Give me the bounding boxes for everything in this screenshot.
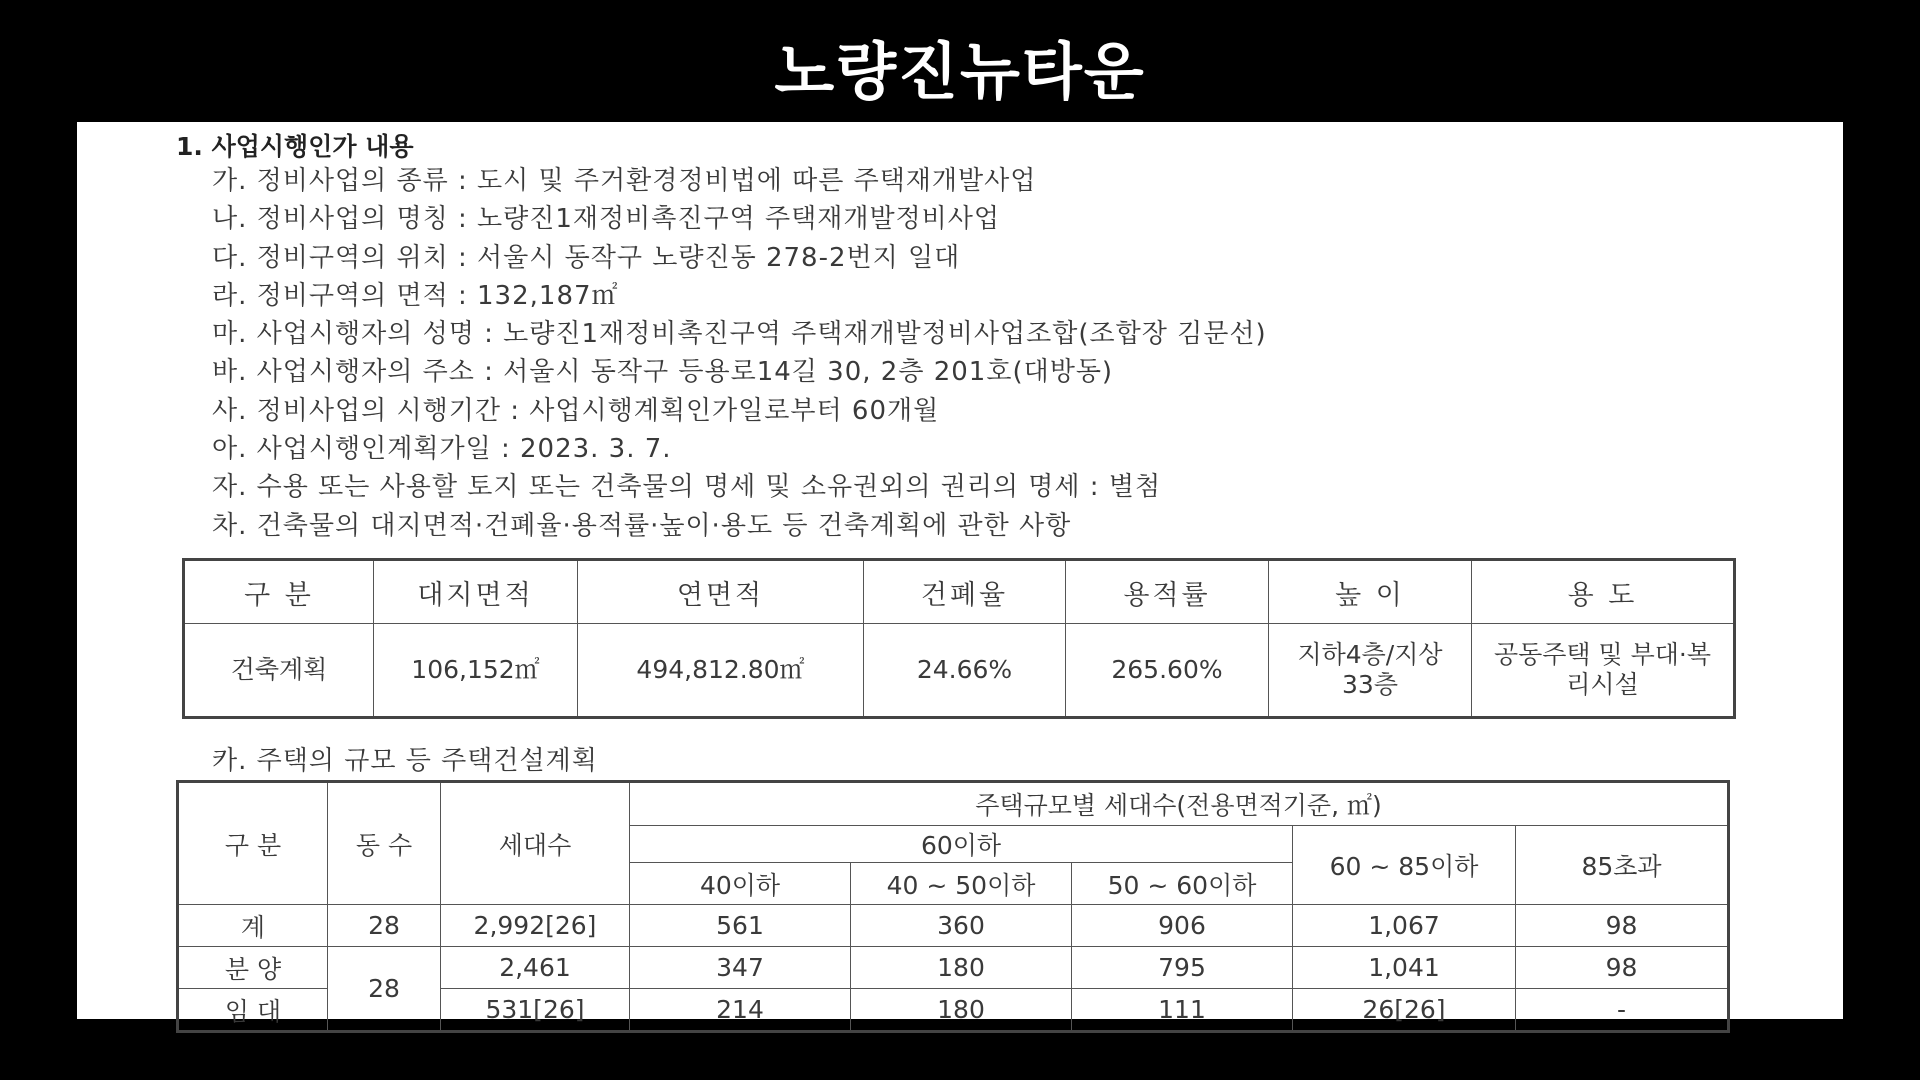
cell-value: 98	[1516, 905, 1729, 947]
housing-heading: 카. 주택의 규모 등 주택건설계획	[212, 746, 598, 776]
header-40-50: 40 ~ 50이하	[851, 863, 1072, 905]
header-site-area: 대지면적	[374, 560, 578, 624]
header-60-85: 60 ~ 85이하	[1293, 826, 1516, 905]
cell-households: 2,461	[441, 947, 630, 989]
header-use: 용 도	[1472, 560, 1735, 624]
document-page	[77, 122, 1843, 1026]
cell-label: 임 대	[178, 989, 328, 1032]
cell-use: 공동주택 및 부대·복리시설	[1472, 624, 1735, 718]
header-coverage: 건폐율	[864, 560, 1066, 624]
header-category: 구 분	[178, 782, 328, 905]
cell-value: 98	[1516, 947, 1729, 989]
header-size-group: 주택규모별 세대수(전용면적기준, ㎡)	[630, 782, 1729, 826]
cell-value: 214	[630, 989, 851, 1032]
cell-value: 1,041	[1293, 947, 1516, 989]
header-floor-area: 연면적	[578, 560, 864, 624]
building-plan-table	[182, 558, 1736, 719]
cell-value: 111	[1072, 989, 1293, 1032]
cell-value: 795	[1072, 947, 1293, 989]
cell-buildings: 28	[328, 905, 441, 947]
cell-site-area: 106,152㎡	[374, 624, 578, 718]
list-item: 바. 사업시행자의 주소 : 서울시 동작구 등용로14길 30, 2층 201호(대방동)	[212, 357, 1114, 388]
table-header-row	[178, 782, 1729, 826]
list-item: 자. 수용 또는 사용할 토지 또는 건축물의 명세 및 소유권외의 권리의 명세 : 별첨	[212, 472, 1162, 503]
cell-value: 180	[851, 989, 1072, 1032]
cell-height: 지하4층/지상33층	[1269, 624, 1472, 718]
cell-households: 2,992[26]	[441, 905, 630, 947]
header-40-or-less: 40이하	[630, 863, 851, 905]
list-item: 가. 정비사업의 종류 : 도시 및 주거환경정비법에 따른 주택재개발사업	[212, 166, 1037, 196]
page-title: 노량진뉴타운	[774, 35, 1146, 108]
header-category: 구 분	[184, 560, 374, 624]
item-list	[212, 162, 1267, 545]
header-height: 높 이	[1269, 560, 1472, 624]
cell-value: -	[1516, 989, 1729, 1032]
header-households: 세대수	[441, 782, 630, 905]
list-item: 사. 정비사업의 시행기간 : 사업시행계획인가일로부터 60개월	[212, 395, 940, 426]
cell-category: 건축계획	[184, 624, 374, 718]
cell-floor-area: 494,812.80㎡	[578, 624, 864, 718]
cell-buildings: 28	[328, 947, 441, 1032]
header-buildings: 동 수	[328, 782, 441, 905]
cell-label: 계	[178, 905, 328, 947]
cell-households: 531[26]	[441, 989, 630, 1032]
list-item: 라. 정비구역의 면적 : 132,187㎡	[212, 280, 619, 311]
list-item: 나. 정비사업의 명칭 : 노량진1재정비촉진구역 주택재개발정비사업	[212, 204, 1001, 235]
list-item: 차. 건축물의 대지면적·건폐율·용적률·높이·용도 등 건축계획에 관한 사항	[212, 510, 1072, 541]
section-heading: 1. 사업시행인가 내용	[176, 132, 414, 161]
cell-value: 561	[630, 905, 851, 947]
table-header-row	[184, 560, 1735, 624]
header-far: 용적률	[1066, 560, 1269, 624]
table-row	[178, 947, 1729, 989]
header-60-or-less: 60이하	[630, 826, 1293, 863]
header-85-over: 85초과	[1516, 826, 1729, 905]
list-item: 아. 사업시행인계획가일 : 2023. 3. 7.	[212, 434, 672, 465]
cell-value: 360	[851, 905, 1072, 947]
cell-label: 분 양	[178, 947, 328, 989]
table-row	[184, 624, 1735, 718]
housing-plan-table	[176, 780, 1730, 1033]
cell-value: 1,067	[1293, 905, 1516, 947]
cell-far: 265.60%	[1066, 624, 1269, 718]
cell-value: 180	[851, 947, 1072, 989]
cell-value: 26[26]	[1293, 989, 1516, 1032]
table-row	[178, 905, 1729, 947]
cell-coverage: 24.66%	[864, 624, 1066, 718]
list-item: 마. 사업시행자의 성명 : 노량진1재정비촉진구역 주택재개발정비사업조합(조합장 김문선)	[212, 319, 1267, 350]
cell-value: 906	[1072, 905, 1293, 947]
list-item: 다. 정비구역의 위치 : 서울시 동작구 노량진동 278-2번지 일대	[212, 242, 961, 273]
cell-value: 347	[630, 947, 851, 989]
header-50-60: 50 ~ 60이하	[1072, 863, 1293, 905]
